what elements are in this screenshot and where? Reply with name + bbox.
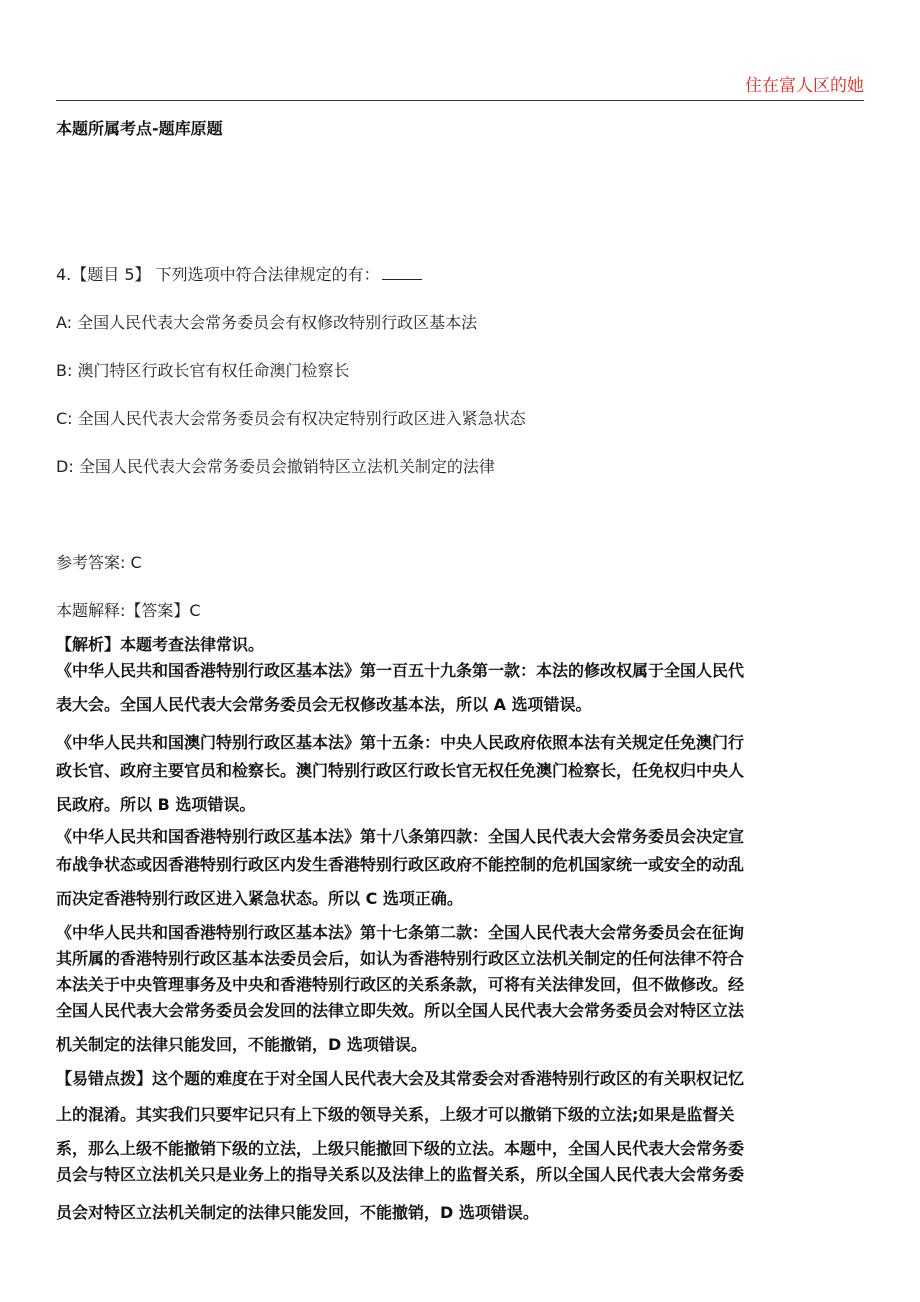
option-text: 全国人民代表大会常务委员会有权修改特别行政区基本法 — [77, 313, 478, 332]
explanation-line: 系，那么上级不能撤销下级的立法，上级只能撤回下级的立法。本题中，全国人民代表大会常务委 — [56, 1139, 745, 1158]
option-text: 全国人民代表大会常务委员会有权决定特别行政区进入紧急状态 — [77, 409, 526, 428]
question-text: 4.【题目 5】 下列选项中符合法律规定的有： — [56, 265, 380, 284]
option-b — [56, 358, 864, 381]
source-line: 本题所属考点-题库原题 — [56, 119, 223, 138]
answer-value: C — [130, 553, 142, 572]
option-letter: A: — [56, 313, 73, 332]
reference-answer — [56, 550, 864, 573]
explanation-line: 《中华人民共和国澳门特别行政区基本法》第十五条：中央人民政府依照本法有关规定任免澳门行 — [56, 733, 745, 752]
explanation-line: 《中华人民共和国香港特别行政区基本法》第十七条第二款：全国人民代表大会常务委员会在征询 — [56, 923, 745, 942]
explanation-line: 【易错点拨】这个题的难度在于对全国人民代表大会及其常委会对香港特别行政区的有关职权记忆 — [56, 1069, 745, 1088]
question-stem — [56, 262, 864, 285]
explanation-tag: 【答案】C — [125, 601, 201, 620]
explanation-line: 本法关于中央管理事务及中央和香港特别行政区的关系条款，可将有关法律发回，但不做修改。经 — [56, 975, 745, 994]
option-letter: C: — [56, 409, 73, 428]
answer-blank — [382, 265, 422, 280]
header-watermark: 住在富人区的她 — [745, 76, 864, 96]
explanation-line: 《中华人民共和国香港特别行政区基本法》第一百五十九条第一款：本法的修改权属于全国人民代 — [56, 661, 745, 680]
option-a — [56, 310, 864, 333]
explanation-line: 表大会。全国人民代表大会常务委员会无权修改基本法，所以 A 选项错误。 — [56, 695, 592, 714]
explanation-line: 而决定香港特别行政区进入紧急状态。所以 C 选项正确。 — [56, 889, 463, 908]
option-d — [56, 454, 864, 477]
explanation-label: 本题解释: — [56, 601, 126, 620]
option-text: 澳门特区行政长官有权任命澳门检察长 — [77, 361, 350, 380]
option-c — [56, 406, 864, 429]
explanation-line: 《中华人民共和国香港特别行政区基本法》第十八条第四款：全国人民代表大会常务委员会决定宣 — [56, 827, 745, 846]
answer-label: 参考答案: — [56, 553, 126, 572]
option-letter: B: — [56, 361, 73, 380]
explanation-line: 机关制定的法律只能发回，不能撤销，D 选项错误。 — [56, 1035, 427, 1054]
explanation-line: 员会与特区立法机关只是业务上的指导关系以及法律上的监督关系，所以全国人民代表大会常务委 — [56, 1165, 745, 1184]
explanation-line: 政长官、政府主要官员和检察长。澳门特别行政区行政长官无权任免澳门检察长，任免权归中央人 — [56, 761, 745, 780]
header-divider — [56, 100, 864, 101]
explanation-header — [56, 598, 864, 621]
explanation-line: 上的混淆。其实我们只要牢记只有上下级的领导关系，上级才可以撤销下级的立法;如果是监督关 — [56, 1105, 735, 1124]
option-text: 全国人民代表大会常务委员会撤销特区立法机关制定的法律 — [78, 457, 495, 476]
explanation-line: 全国人民代表大会常务委员会发回的法律立即失效。所以全国人民代表大会常务委员会对特区立法 — [56, 1001, 745, 1020]
explanation-line: 民政府。所以 B 选项错误。 — [56, 795, 256, 814]
explanation-line: 【解析】本题考查法律常识。 — [56, 635, 265, 654]
explanation-line: 员会对特区立法机关制定的法律只能发回，不能撤销，D 选项错误。 — [56, 1203, 539, 1222]
option-letter: D: — [56, 457, 74, 476]
explanation-line: 布战争状态或因香港特别行政区内发生香港特别行政区政府不能控制的危机国家统一或安全的动乱 — [56, 855, 745, 874]
explanation-line: 其所属的香港特别行政区基本法委员会后，如认为香港特别行政区立法机关制定的任何法律不符合 — [56, 949, 745, 968]
